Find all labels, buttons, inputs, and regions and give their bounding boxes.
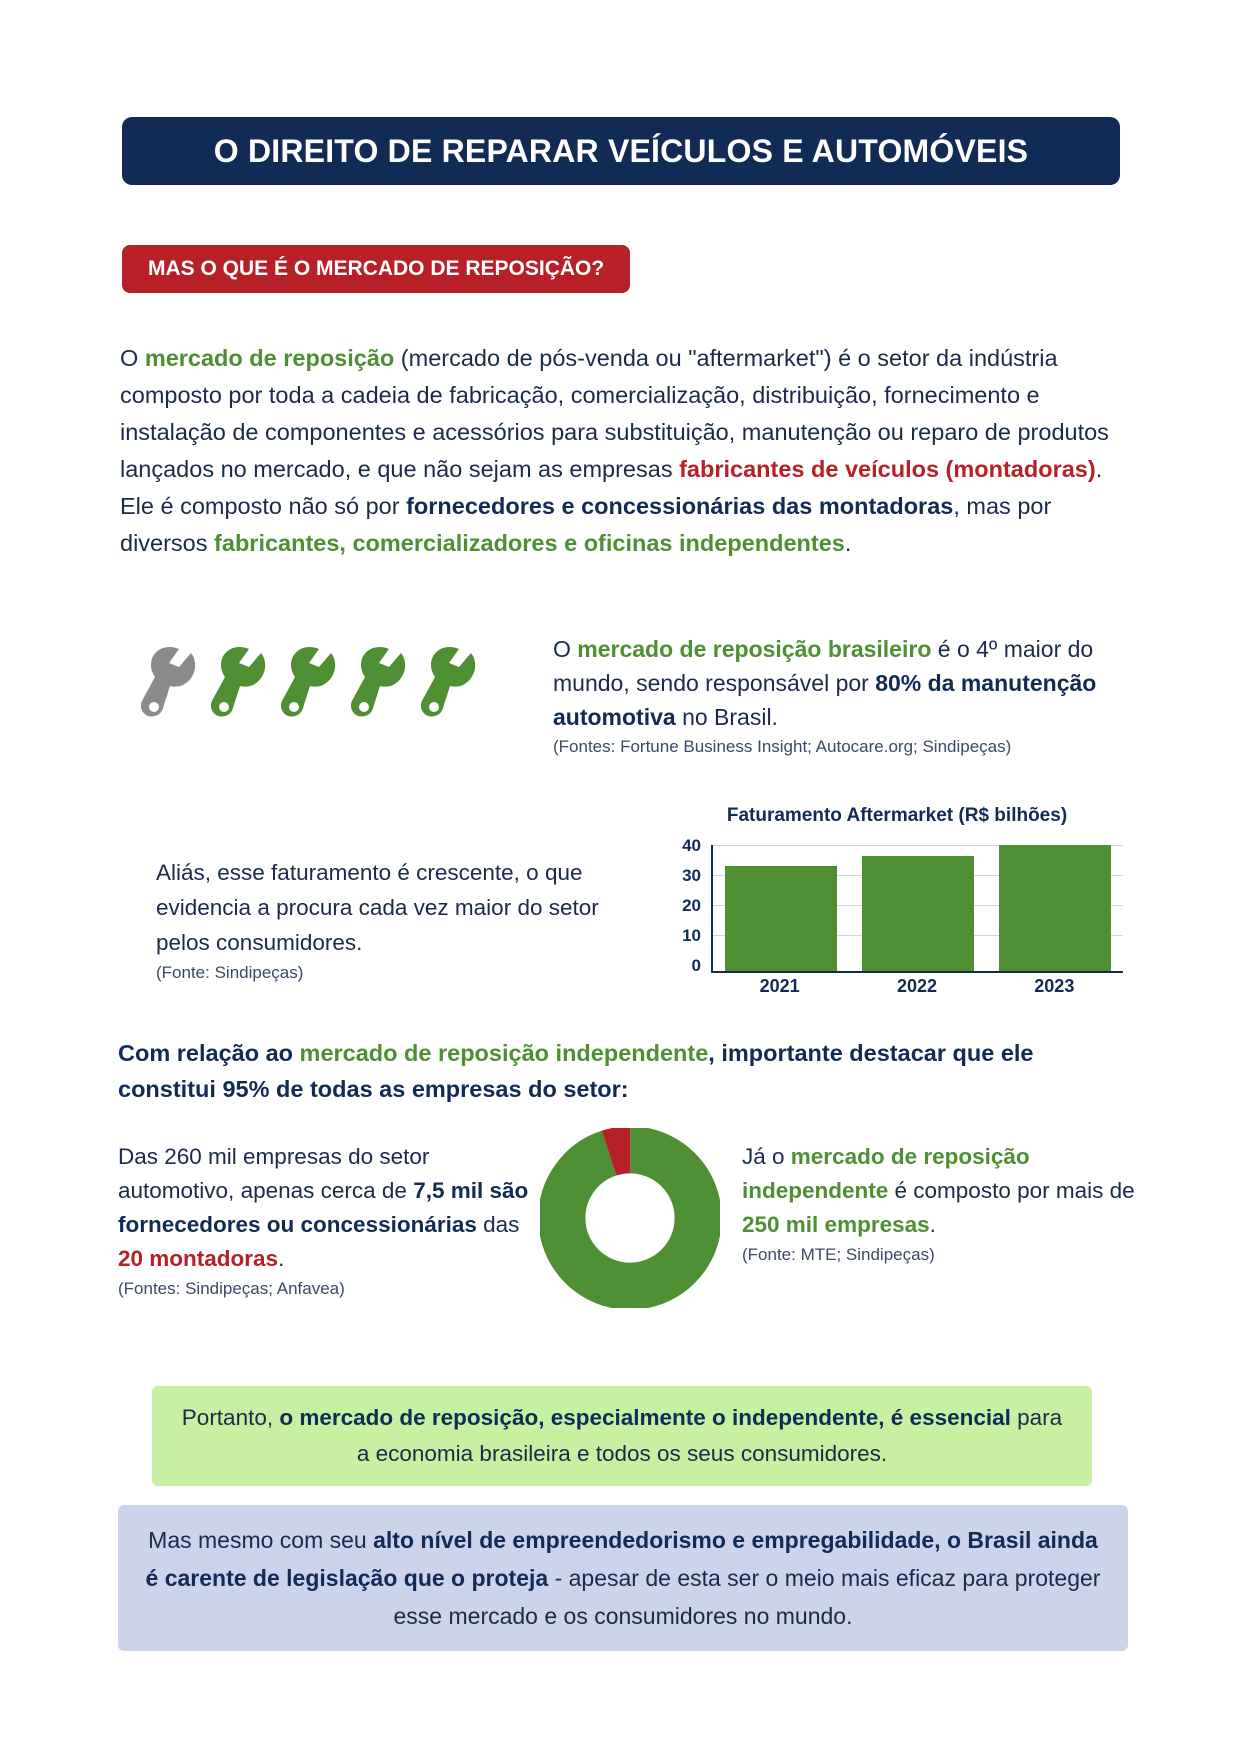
wrench-rating-row	[135, 645, 495, 723]
x-tick-2023: 2023	[1034, 976, 1075, 996]
donut-slice-montadoras	[562, 1150, 698, 1286]
wrench-description	[553, 632, 1128, 760]
wrench-icon-2	[205, 645, 269, 721]
y-tick-0: 0	[691, 956, 701, 975]
intro-highlight-2: fabricantes de veículos (montadoras)	[679, 456, 1096, 482]
intro-text-3: . Ele é composto não só por	[120, 456, 1103, 519]
chart-description-text: Aliás, esse faturamento é crescente, o que evidencia a procura cada vez maior do setor pelos consumidores.	[156, 860, 599, 955]
chart-plot-area	[711, 845, 1123, 973]
bar-chart	[663, 836, 1123, 996]
blue-callout	[118, 1505, 1128, 1651]
section-tag	[122, 245, 630, 293]
bar-2023	[999, 845, 1111, 971]
y-tick-40: 40	[682, 836, 701, 855]
donut-right-text-2: é composto por mais de	[888, 1178, 1135, 1203]
intro-highlight-1: mercado de reposição	[144, 345, 395, 371]
page-title-bar	[122, 117, 1120, 185]
green-callout	[152, 1386, 1092, 1486]
donut-right-text-3: .	[929, 1212, 936, 1237]
y-tick-20: 20	[682, 896, 701, 915]
statement-paragraph	[118, 1035, 1128, 1107]
donut-left-text-1: Das 260 mil empresas do setor automotivo, apenas cerca de	[118, 1144, 430, 1203]
green-highlight-1: o mercado de reposição, especialmente o independente, é essencial	[279, 1405, 1011, 1430]
wrench-source: (Fontes: Fortune Business Insight; Autocare.org; Sindipeças)	[553, 737, 1012, 756]
chart-x-axis	[711, 976, 1123, 997]
donut-chart	[540, 1128, 720, 1308]
green-text-1: Portanto,	[181, 1405, 280, 1430]
wrench-icon-4	[345, 645, 409, 721]
chart-description	[156, 855, 626, 986]
wrench-text-3: no Brasil.	[675, 704, 778, 730]
bar-2022	[862, 856, 974, 971]
wrench-highlight-2: 80% da manutenção automotiva	[553, 670, 1097, 730]
wrench-icon-1	[135, 645, 199, 721]
chart-source: (Fonte: Sindipeças)	[156, 963, 304, 982]
intro-text-4: , mas por diversos	[120, 493, 1052, 556]
donut-right-text-1: Já o	[742, 1144, 791, 1169]
green-text-2: para a economia brasileira e todos os seus consumidores.	[356, 1405, 1063, 1466]
intro-text-2: (mercado de pós-venda ou "aftermarket") é o setor da indústria composto por toda a cadeia de fabricação, comercialização, distribuição, fornecimento e instalação de componentes e acessórios para substituição, manutenção ou reparo de produtos lançados no mercado, e que não sejam as empresas	[120, 345, 1109, 482]
statement-text-1: Com relação ao	[118, 1040, 300, 1066]
intro-paragraph	[120, 340, 1125, 562]
y-tick-10: 10	[682, 926, 701, 945]
donut-right-highlight-2: 250 mil empresas	[742, 1212, 930, 1237]
intro-text-1: O	[120, 345, 145, 371]
chart-bars	[713, 845, 1123, 971]
donut-left-text	[118, 1140, 538, 1302]
x-tick-2021: 2021	[759, 976, 800, 996]
statement-text-2: , importante destacar que ele constitui 95% de todas as empresas do setor:	[118, 1040, 1034, 1102]
wrench-highlight-1: mercado de reposição brasileiro	[577, 636, 932, 662]
donut-left-text-3: .	[278, 1246, 285, 1271]
donut-left-highlight-1: 7,5 mil são fornecedores ou concessionárias	[118, 1178, 529, 1237]
section-tag-label: MAS O QUE É O MERCADO DE REPOSIÇÃO?	[148, 257, 605, 280]
chart-y-axis	[663, 836, 705, 975]
wrench-text-2: é o 4º maior do mundo, sendo responsável por	[553, 636, 1094, 696]
blue-text-2: - apesar de esta ser o meio mais eficaz para proteger esse mercado e os consumidores no mundo.	[393, 1565, 1101, 1629]
wrench-text-1: O	[553, 636, 578, 662]
donut-left-highlight-2: 20 montadoras	[118, 1246, 279, 1271]
wrench-icon-5	[415, 645, 479, 721]
donut-right-source: (Fonte: MTE; Sindipeças)	[742, 1245, 935, 1264]
blue-highlight-1: alto nível de empreendedorismo e empregabilidade, o Brasil ainda é carente de legislação que o proteja	[145, 1527, 1098, 1591]
statement-highlight-1: mercado de reposição independente	[299, 1040, 709, 1066]
blue-text-1: Mas mesmo com seu	[148, 1527, 374, 1553]
intro-text-5: .	[844, 530, 852, 556]
donut-left-source: (Fontes: Sindipeças; Anfavea)	[118, 1279, 345, 1298]
page-title: O DIREITO DE REPARAR VEÍCULOS E AUTOMÓVEIS	[213, 132, 1029, 169]
intro-highlight-3: fornecedores e concessionárias das montadoras	[406, 493, 954, 519]
bar-2021	[725, 866, 837, 971]
wrench-icon-3	[275, 645, 339, 721]
donut-right-text	[742, 1140, 1142, 1268]
y-tick-30: 30	[682, 866, 701, 885]
x-tick-2022: 2022	[896, 976, 937, 996]
intro-highlight-4: fabricantes, comercializadores e oficinas independentes	[214, 530, 845, 556]
donut-left-text-2: das	[476, 1212, 520, 1237]
donut-right-highlight-1: mercado de reposição independente	[742, 1144, 1030, 1203]
chart-title: Faturamento Aftermarket (R$ bilhões)	[726, 805, 1068, 826]
